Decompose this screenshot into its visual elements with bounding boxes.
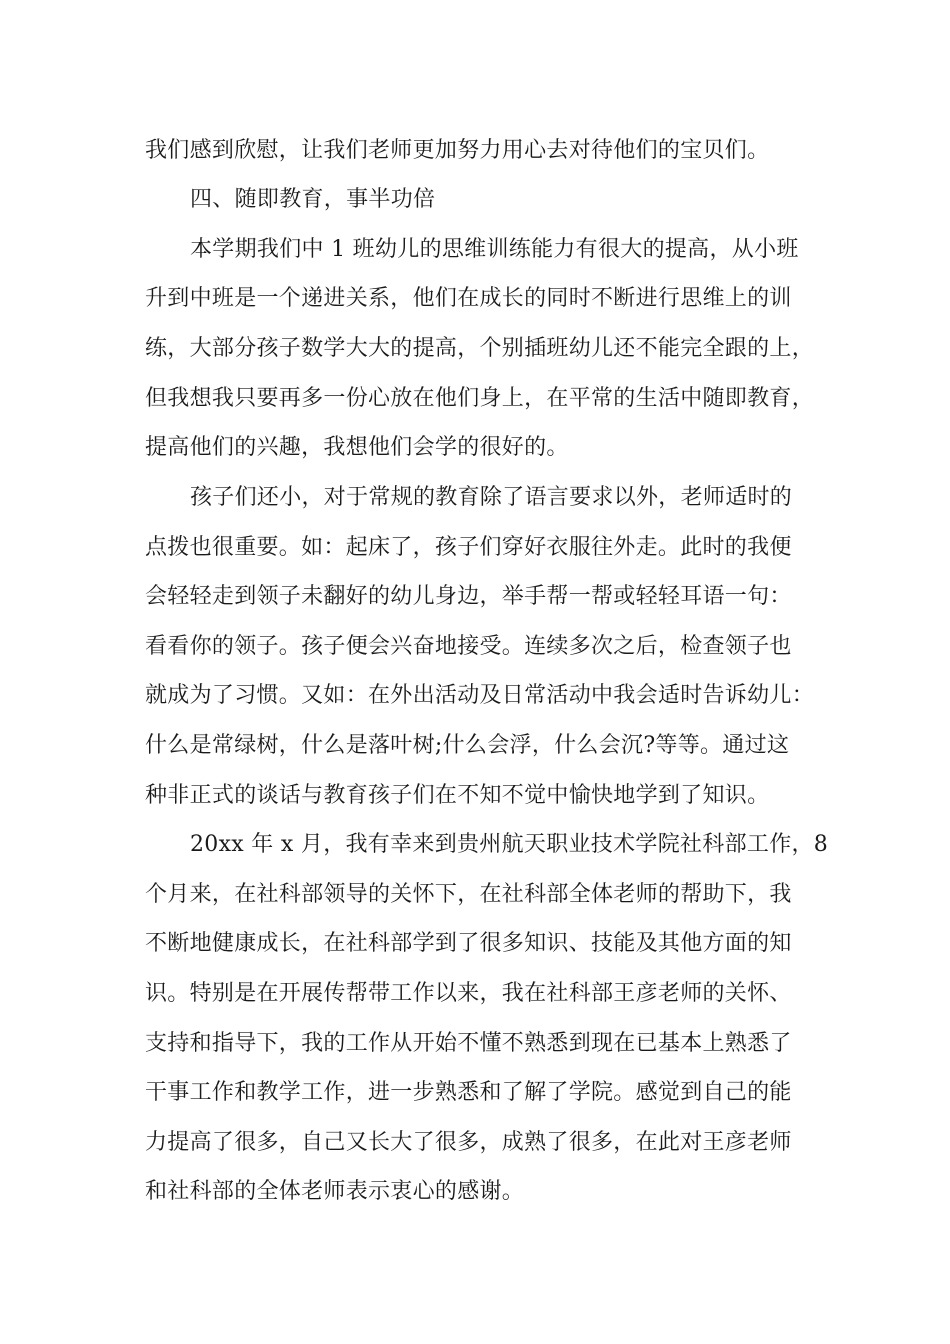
text-line: 力提高了很多，自己又长大了很多，成熟了很多，在此对王彦老师 bbox=[145, 1130, 792, 1155]
text-line: 识。特别是在开展传帮带工作以来，我在社科部王彦老师的关怀、 bbox=[145, 981, 792, 1006]
text-line: 看看你的领子。孩子便会兴奋地接受。连续多次之后，检查领子也 bbox=[145, 634, 792, 659]
text-line: 点拨也很重要。如：起床了，孩子们穿好衣服往外走。此时的我便 bbox=[145, 535, 792, 560]
text-line: 会轻轻走到领子未翻好的幼儿身边，举手帮一帮或轻轻耳语一句： bbox=[145, 584, 792, 609]
text-line: 20xx 年 x 月，我有幸来到贵州航天职业技术学院社科部工作，8 bbox=[190, 832, 829, 857]
text-line: 练，大部分孩子数学大大的提高，个别插班幼儿还不能完全跟的上， bbox=[145, 336, 815, 361]
text-line: 支持和指导下，我的工作从开始不懂不熟悉到现在已基本上熟悉了 bbox=[145, 1031, 792, 1056]
text-line: 升到中班是一个递进关系，他们在成长的同时不断进行思维上的训 bbox=[145, 286, 792, 311]
section-heading: 四、随即教育，事半功倍 bbox=[190, 187, 436, 212]
text-line: 我们感到欣慰，让我们老师更加努力用心去对待他们的宝贝们。 bbox=[145, 138, 770, 163]
text-line: 就成为了习惯。又如：在外出活动及日常活动中我会适时告诉幼儿： bbox=[145, 683, 815, 708]
text-line: 种非正式的谈话与教育孩子们在不知不觉中愉快地学到了知识。 bbox=[145, 783, 770, 808]
text-line: 不断地健康成长，在社科部学到了很多知识、技能及其他方面的知 bbox=[145, 931, 792, 956]
text-line: 但我想我只要再多一份心放在他们身上，在平常的生活中随即教育， bbox=[145, 386, 815, 411]
text-line: 个月来，在社科部领导的关怀下，在社科部全体老师的帮助下，我 bbox=[145, 882, 792, 907]
text-line: 提高他们的兴趣，我想他们会学的很好的。 bbox=[145, 435, 569, 460]
text-line: 孩子们还小，对于常规的教育除了语言要求以外，老师适时的 bbox=[190, 485, 793, 510]
text-line: 什么是常绿树，什么是落叶树;什么会浮，什么会沉?等等。通过这 bbox=[145, 733, 790, 758]
text-line: 和社科部的全体老师表示衷心的感谢。 bbox=[145, 1179, 525, 1204]
text-line: 本学期我们中 1 班幼儿的思维训练能力有很大的提高，从小班 bbox=[190, 237, 799, 262]
text-line: 干事工作和教学工作，进一步熟悉和了解了学院。感觉到自己的能 bbox=[145, 1080, 792, 1105]
